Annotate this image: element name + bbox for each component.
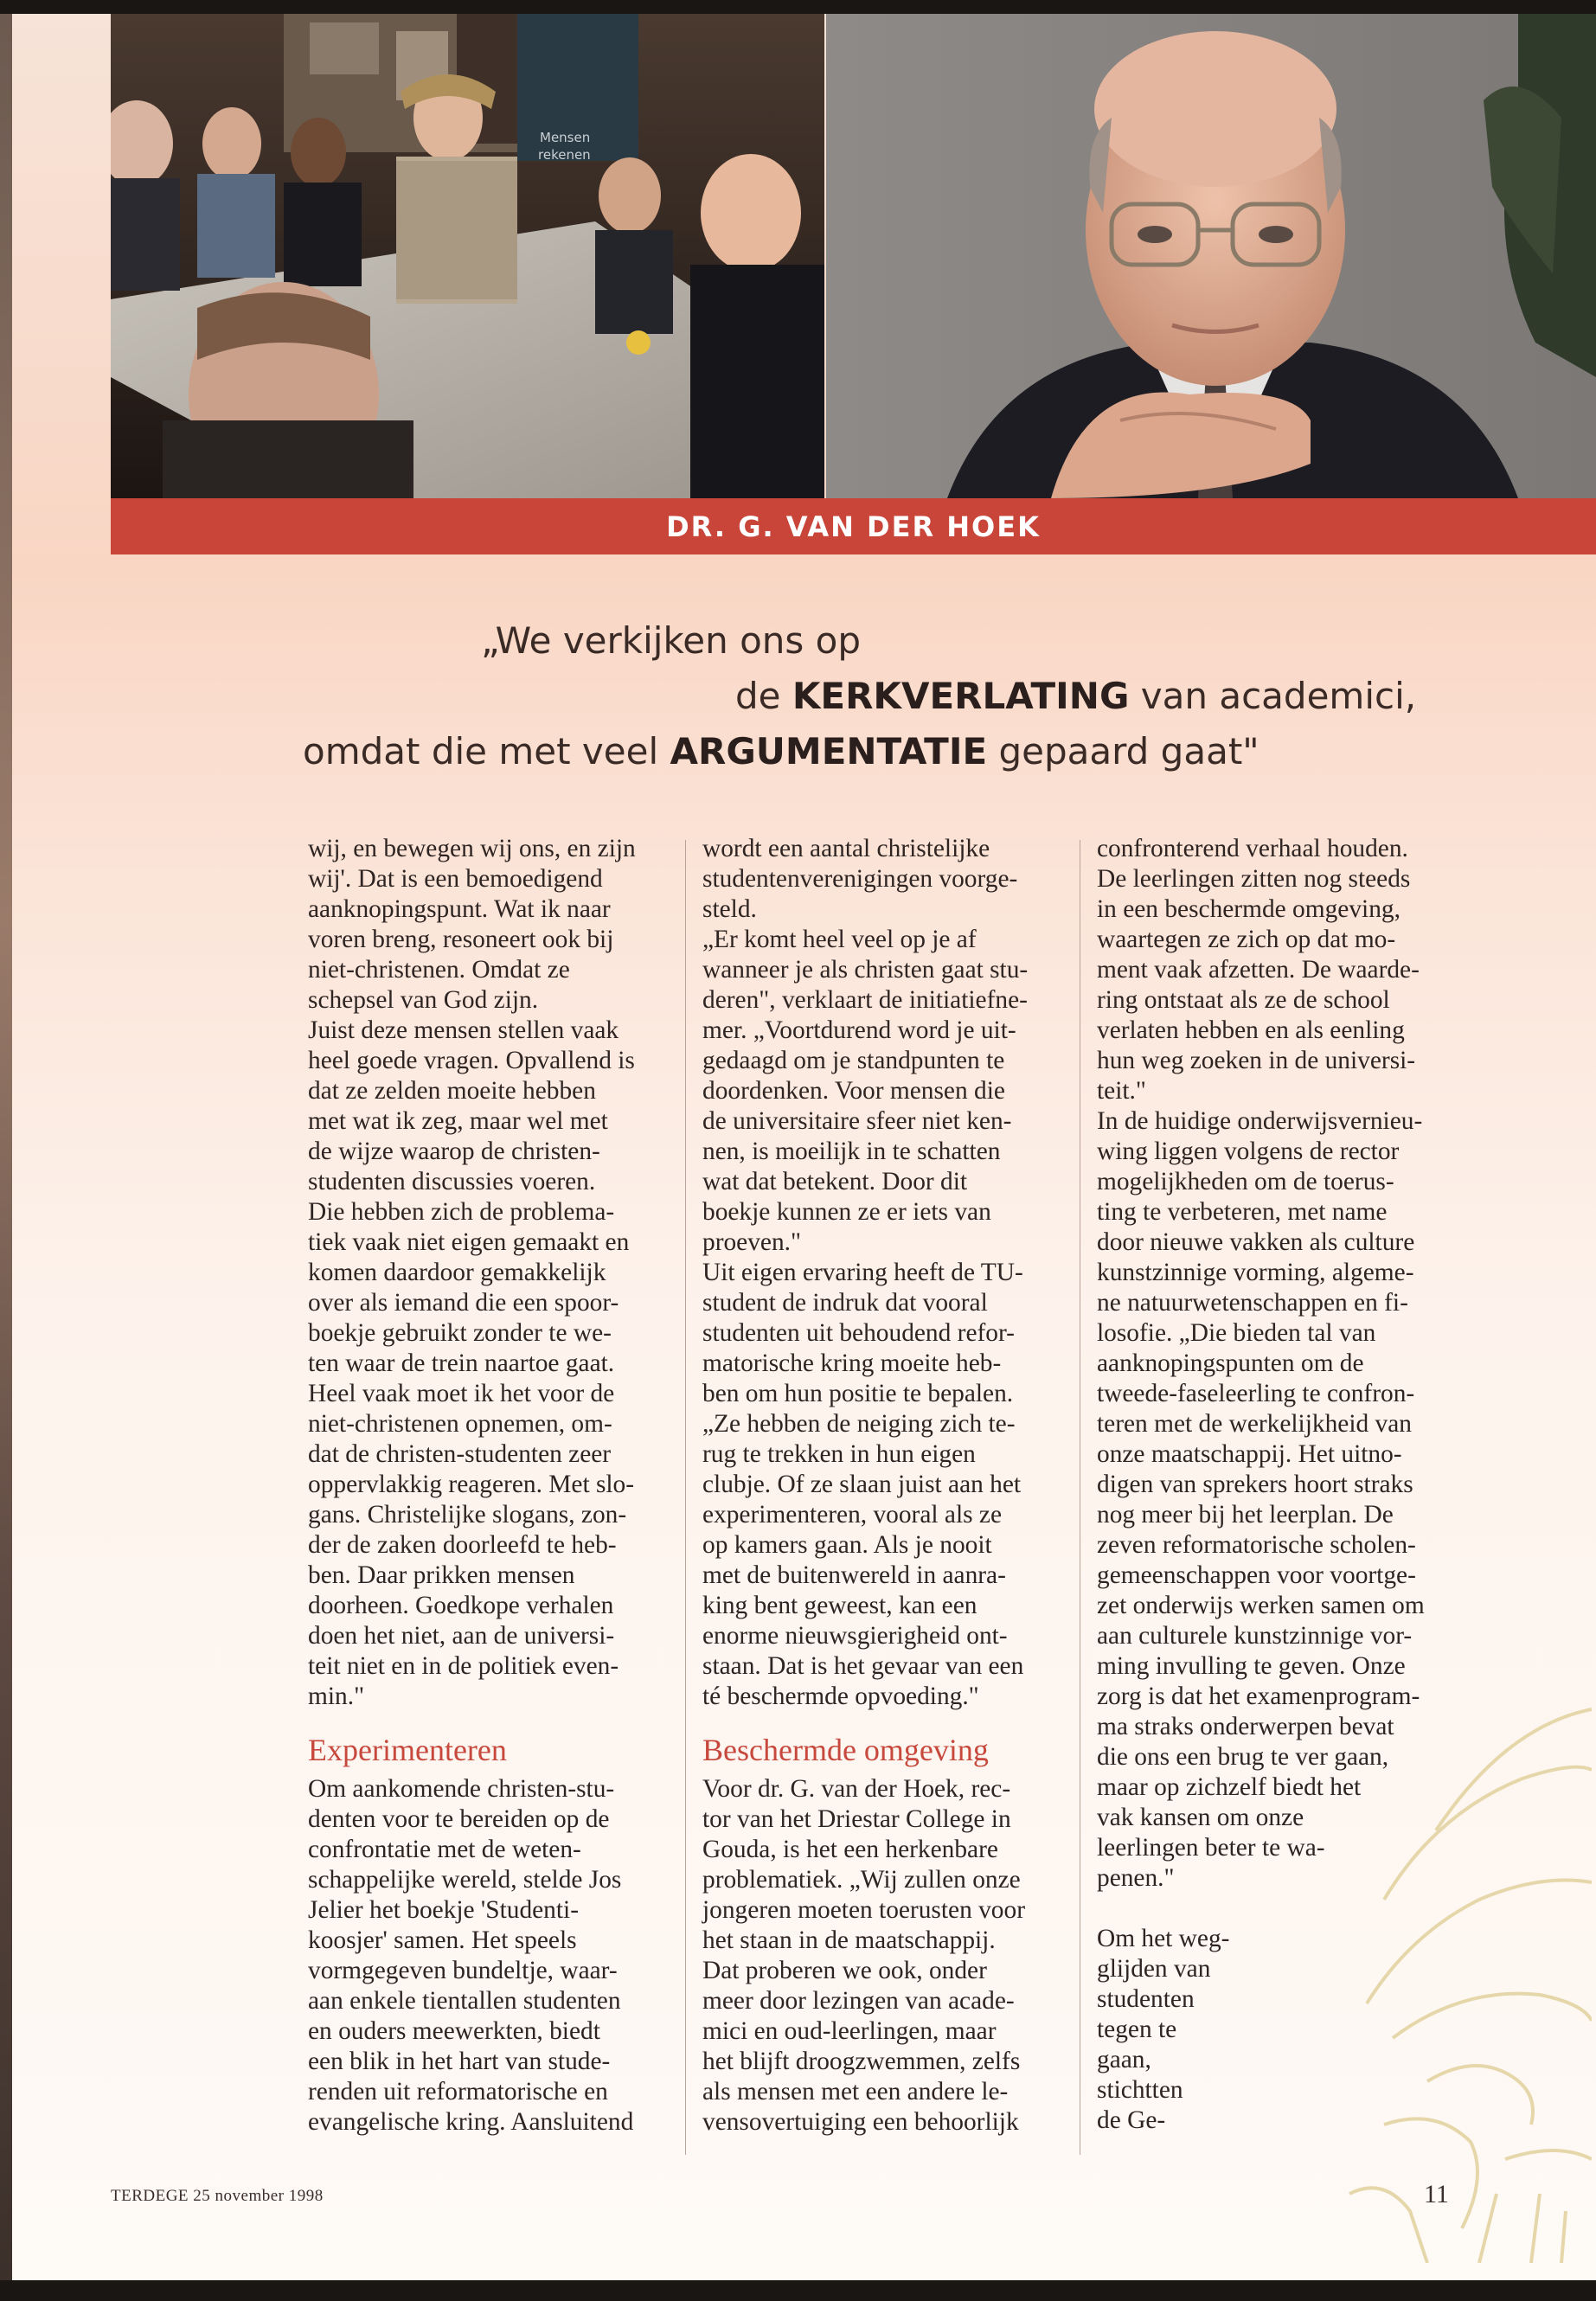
text-line: aanknopingspunt. Wat ik naar [308, 895, 611, 923]
text-line: met wat ik zeg, maar wel met [308, 1107, 608, 1135]
text-line: experimenteren, vooral als ze [702, 1501, 1002, 1529]
text-line: studenten uit behoudend refor- [702, 1319, 1015, 1347]
text-line: penen." [1097, 1864, 1175, 1892]
text-line: het staan in de maatschappij. [702, 1926, 996, 1954]
text-line: gaan, [1097, 2046, 1151, 2073]
text-line: vormgegeven bundeltje, waar- [308, 1957, 618, 1984]
text-line: heel goede vragen. Opvallend is [308, 1047, 635, 1074]
text-line: met de buitenwereld in aanra- [702, 1561, 1006, 1589]
text-line: als mensen met een andere le- [702, 2078, 1009, 2106]
magazine-page [0, 14, 1596, 2280]
pullquote-line-2 [735, 675, 1416, 718]
pullquote-text: de [735, 675, 792, 717]
text-line: „Ze hebben de neiging zich te- [702, 1410, 1016, 1438]
text-line: renden uit reformatorische en [308, 2078, 608, 2106]
text-line: student de indruk dat vooral [702, 1289, 988, 1317]
text-line: zorg is dat het examenprogram- [1097, 1682, 1420, 1710]
text-line: doen het niet, aan de universi- [308, 1622, 615, 1650]
paragraph-block [308, 1774, 671, 2138]
text-line: mici en oud-leerlingen, maar [702, 2017, 997, 2045]
text-line: jongeren moeten toerusten voor [702, 1896, 1025, 1924]
paragraph-block [702, 834, 1066, 1712]
text-line: zet onderwijs werken samen om [1097, 1592, 1425, 1619]
text-line: Juist deze mensen stellen vaak [308, 1016, 619, 1044]
text-line: ben om hun positie te bepalen. [702, 1380, 1014, 1407]
text-line: meer door lezingen van acade- [702, 1987, 1015, 2015]
text-line: studenten discussies voeren. [308, 1168, 596, 1195]
text-line: boekje kunnen ze er iets van [702, 1198, 991, 1226]
text-line: nog meer bij het leerplan. De [1097, 1501, 1394, 1529]
section-heading: Beschermde omgeving [702, 1733, 989, 1767]
text-line: wij, en bewegen wij ons, en zijn [308, 835, 636, 862]
text-line: over als iemand die een spoor- [308, 1289, 619, 1317]
text-line: enorme nieuwsgierigheid ont- [702, 1622, 1008, 1650]
text-line: kunstzinnige vorming, algeme- [1097, 1259, 1414, 1286]
text-line: confrontatie met de weten- [308, 1836, 581, 1863]
text-line: glijden van [1097, 1955, 1211, 1983]
text-line: teit." [1097, 1077, 1146, 1105]
text-line: de Ge- [1097, 2106, 1166, 2134]
text-line: aan enkele tientallen studenten [308, 1987, 621, 2015]
text-line: koosjer' samen. Het speels [308, 1926, 577, 1954]
text-line: vensovertuiging een behoorlijk [702, 2108, 1019, 2136]
text-line: wanneer je als christen gaat stu- [702, 956, 1029, 984]
text-line: ma straks onderwerpen bevat [1097, 1713, 1394, 1740]
decorative-sketch-illustration [1332, 1675, 1592, 2263]
text-line: de wijze waarop de christen- [308, 1138, 600, 1165]
text-line: op kamers gaan. Als je nooit [702, 1531, 992, 1559]
text-line: en ouders meewerkten, biedt [308, 2017, 600, 2045]
text-line: in een beschermde omgeving, [1097, 895, 1401, 923]
text-line: De leerlingen zitten nog steeds [1097, 865, 1411, 893]
article-column-2 [702, 834, 1066, 2138]
text-line: een blik in het hart van stude- [308, 2048, 611, 2075]
text-line: wing liggen volgens de rector [1097, 1138, 1400, 1165]
text-line: dat de christen-studenten zeer [308, 1440, 612, 1468]
text-line: de universitaire sfeer niet ken- [702, 1107, 1012, 1135]
text-line: stichtten [1097, 2076, 1183, 2104]
text-line: tor van het Driestar College in [702, 1805, 1011, 1833]
text-line: min." [308, 1682, 365, 1710]
text-line: onze maatschappij. Het uitno- [1097, 1440, 1402, 1468]
pullquote-line-1 [481, 619, 861, 663]
text-line: komen daardoor gemakkelijk [308, 1259, 606, 1286]
text-line: leerlingen beter te wa- [1097, 1834, 1325, 1862]
text-line: gemeenschappen voor voortge- [1097, 1561, 1416, 1589]
text-line: tweede-faseleerling te confron- [1097, 1380, 1415, 1407]
text-line: niet-christenen. Omdat ze [308, 956, 570, 984]
text-line: niet-christenen opnemen, om- [308, 1410, 612, 1438]
photo-caption-bar [111, 498, 1596, 554]
pullquote-text: „We verkijken ons op [481, 619, 861, 662]
column-rule [685, 840, 686, 2155]
text-line: Heel vaak moet ik het voor de [308, 1380, 615, 1407]
text-line: staan. Dat is het gevaar van een [702, 1652, 1024, 1680]
text-line: maar op zichzelf biedt het [1097, 1773, 1362, 1801]
text-line: doorheen. Goedkope verhalen [308, 1592, 614, 1619]
pullquote-line-3 [303, 730, 1259, 773]
text-line: verlaten hebben en als eenling [1097, 1016, 1405, 1044]
text-line: losofie. „Die bieden tal van [1097, 1319, 1376, 1347]
paragraph-block [308, 834, 671, 1712]
text-line: aan culturele kunstzinnige vor- [1097, 1622, 1413, 1650]
photo-caption: DR. G. VAN DER HOEK [666, 510, 1041, 543]
text-line: studenten [1097, 1985, 1195, 2013]
article-column-1 [308, 834, 671, 2138]
classroom-photo [111, 14, 824, 498]
text-line: teren met de werkelijkheid van [1097, 1410, 1412, 1438]
text-line: ben. Daar prikken mensen [308, 1561, 575, 1589]
text-line: die ons een brug te ver gaan, [1097, 1743, 1389, 1771]
text-line: mer. „Voortdurend word je uit- [702, 1016, 1016, 1044]
text-line: té beschermde opvoeding." [702, 1682, 979, 1710]
text-line: doordenken. Voor mensen die [702, 1077, 1005, 1105]
text-line: wat dat betekent. Door dit [702, 1168, 968, 1195]
text-line: clubje. Of ze slaan juist aan het [702, 1471, 1022, 1498]
pullquote-text: gepaard gaat" [987, 730, 1259, 772]
pullquote-emphasis: KERKVERLATING [792, 675, 1130, 717]
text-line: denten voor te bereiden op de [308, 1805, 610, 1833]
text-line: Voor dr. G. van der Hoek, rec- [702, 1775, 1011, 1803]
text-line: Uit eigen ervaring heeft de TU- [702, 1259, 1023, 1286]
pullquote-text: van academici, [1129, 675, 1417, 717]
text-line: Gouda, is het een herkenbare [702, 1836, 998, 1863]
text-line: wij'. Dat is een bemoedigend [308, 865, 603, 893]
text-line: proeven." [702, 1228, 802, 1256]
text-line: dat ze zelden moeite hebben [308, 1077, 596, 1105]
text-line: In de huidige onderwijsvernieu- [1097, 1107, 1423, 1135]
text-line: king bent geweest, kan een [702, 1592, 977, 1619]
text-line: teit niet en in de politiek even- [308, 1652, 619, 1680]
footer-publication: TERDEGE 25 november 1998 [111, 2187, 324, 2205]
text-line: schappelijke wereld, stelde Jos [308, 1866, 622, 1894]
text-line: waartegen ze zich op dat mo- [1097, 926, 1396, 953]
portrait-photo [826, 14, 1596, 498]
text-line: ring ontstaat als ze de school [1097, 986, 1390, 1014]
text-line: Jelier het boekje 'Studenti- [308, 1896, 579, 1924]
text-line: het blijft droogzwemmen, zelfs [702, 2048, 1021, 2075]
text-line: evangelische kring. Aansluitend [308, 2108, 634, 2136]
text-line: Die hebben zich de problema- [308, 1198, 615, 1226]
text-line: ting te verbeteren, met name [1097, 1198, 1388, 1226]
text-line: ment vaak afzetten. De waarde- [1097, 956, 1420, 984]
text-line: studentenverenigingen voorge- [702, 865, 1018, 893]
text-line: voren breng, resoneert ook bij [308, 926, 614, 953]
text-line: steld. [702, 895, 757, 923]
text-line: rug te trekken in hun eigen [702, 1440, 976, 1468]
text-line: gans. Christelijke slogans, zon- [308, 1501, 627, 1529]
text-line: „Er komt heel veel op je af [702, 926, 977, 953]
text-line: deren", verklaart de initiatiefne- [702, 986, 1028, 1014]
text-line: nen, is moeilijk in te schatten [702, 1138, 1001, 1165]
text-line: hun weg zoeken in de universi- [1097, 1047, 1416, 1074]
text-line: boekje gebruikt zonder te we- [308, 1319, 612, 1347]
text-line: mogelijkheden om de toerus- [1097, 1168, 1394, 1195]
page-number: 11 [1424, 2180, 1449, 2208]
text-line: wordt een aantal christelijke [702, 835, 990, 862]
text-line: tegen te [1097, 2016, 1177, 2043]
text-line: gedaagd om je standpunten te [702, 1047, 1005, 1074]
text-line: ne natuurwetenschappen en fi- [1097, 1289, 1408, 1317]
text-line: zeven reformatorische scholen- [1097, 1531, 1416, 1559]
text-line: digen van sprekers hoort straks [1097, 1471, 1413, 1498]
pullquote-emphasis: ARGUMENTATIE [670, 730, 988, 772]
text-line: oppervlakkig reageren. Met slo- [308, 1471, 635, 1498]
text-line: aanknopingspunten om de [1097, 1349, 1364, 1377]
text-line: problematiek. „Wij zullen onze [702, 1866, 1021, 1894]
text-line: schepsel van God zijn. [308, 986, 539, 1014]
sign-text-2: rekenen [538, 147, 591, 163]
text-line: matorische kring moeite heb- [702, 1349, 1002, 1377]
text-line: Dat proberen we ook, onder [702, 1957, 987, 1984]
text-line: der de zaken doorleefd te heb- [308, 1531, 617, 1559]
pullquote-text: omdat die met veel [303, 730, 670, 772]
text-line: confronterend verhaal houden. [1097, 835, 1408, 862]
text-line: Om het weg- [1097, 1925, 1230, 1952]
text-line: ten waar de trein naartoe gaat. [308, 1349, 615, 1377]
sign-text-1: Mensen [540, 130, 591, 145]
text-line: tiek vaak niet eigen gemaakt en [308, 1228, 630, 1256]
section-heading: Experimenteren [308, 1733, 507, 1767]
text-line: ming invulling te geven. Onze [1097, 1652, 1406, 1680]
text-line: Om aankomende christen-stu- [308, 1775, 615, 1803]
page-edge [0, 14, 12, 2280]
paragraph-block [702, 1774, 1066, 2138]
text-line: vak kansen om onze [1097, 1804, 1304, 1831]
text-line: door nieuwe vakken als culture [1097, 1228, 1415, 1256]
